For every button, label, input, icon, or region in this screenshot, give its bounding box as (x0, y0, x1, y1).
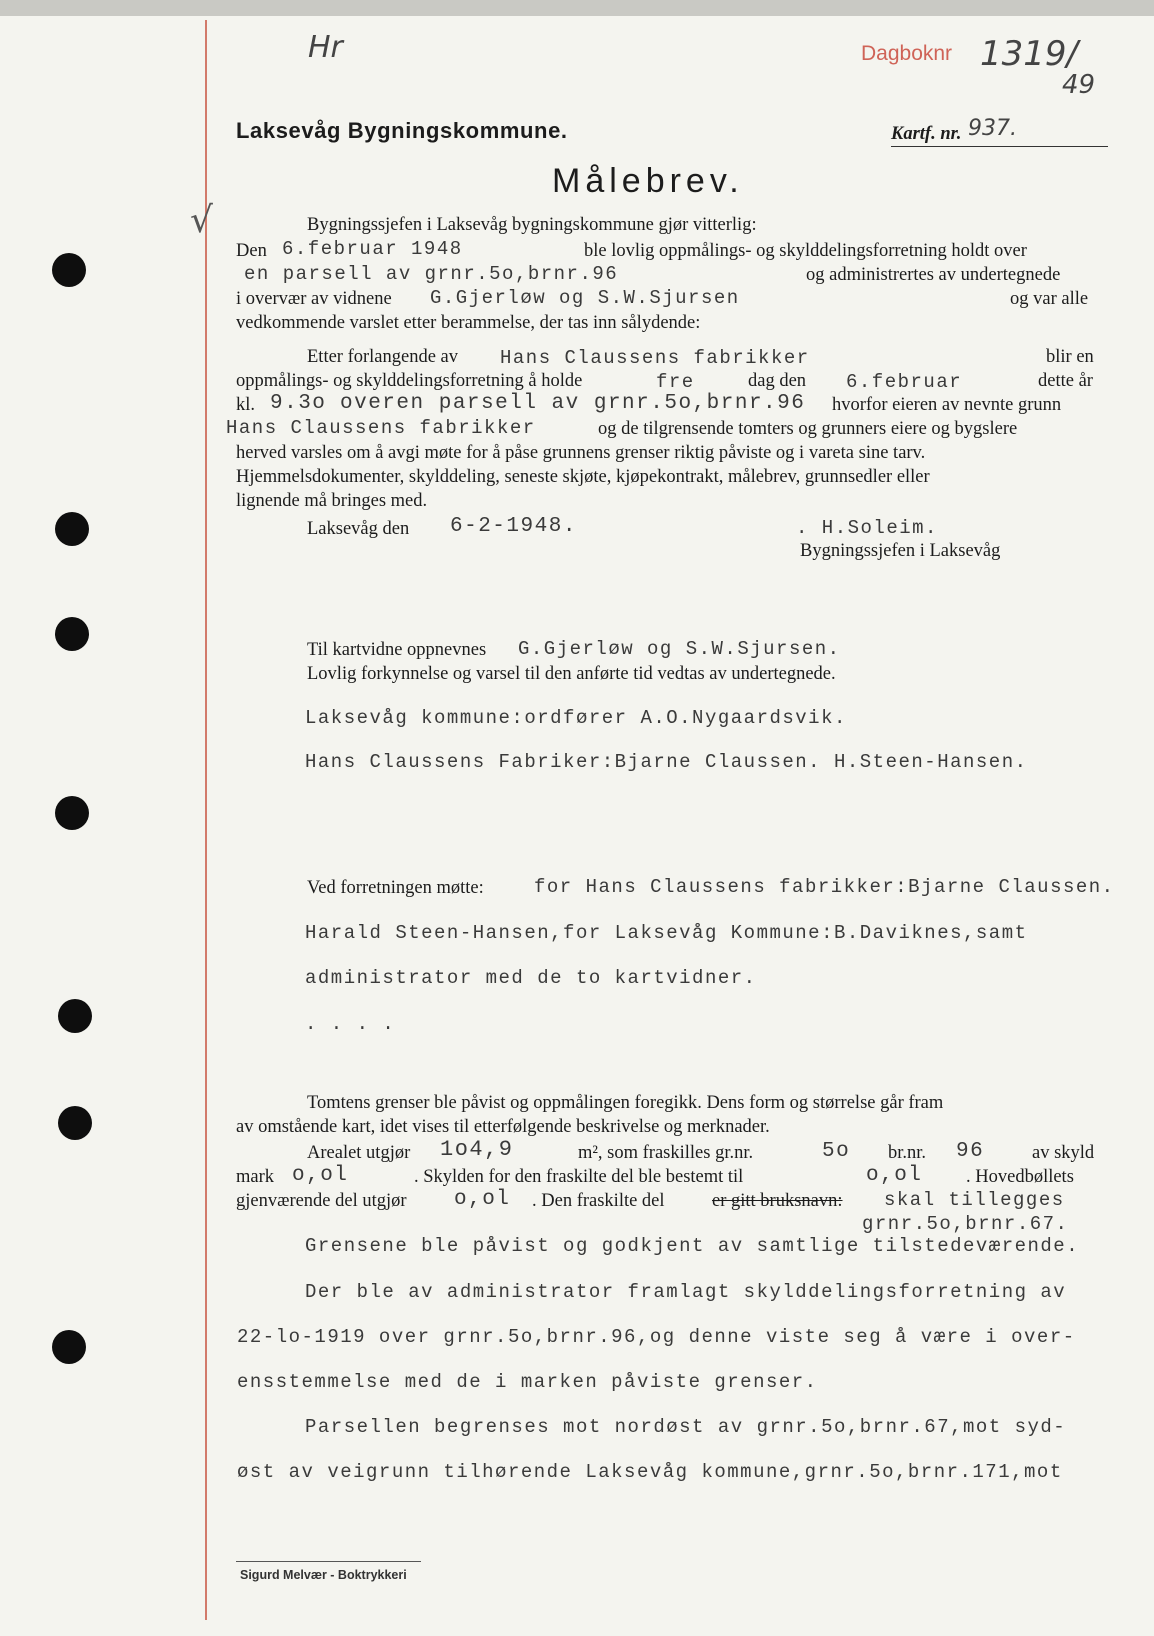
printer-footer: Sigurd Melvær - Boktrykkeri (240, 1568, 407, 1582)
hoved-label: . Hovedbøllets (966, 1167, 1074, 1187)
diary-number: 1319/ (980, 34, 1078, 74)
check-mark: √ (190, 200, 213, 241)
requester: Hans Claussens fabrikker (500, 347, 810, 369)
witness-prefix: i overvær av vidnene (236, 289, 392, 309)
footer-rule (236, 1561, 421, 1562)
request-day: fre (656, 371, 695, 393)
area-label: Arealet utgjør (307, 1143, 411, 1163)
request-owner: Hans Claussens fabrikker (226, 417, 536, 439)
attendance-typed-1: for Hans Claussens fabrikker:Bjarne Claussen. (534, 876, 1115, 898)
result-line-2: av omstående kart, idet vises til etterfølgende beskrivelse og merknader. (236, 1117, 770, 1137)
skyld-value: o,ol (866, 1164, 923, 1187)
result-line-1 (307, 1092, 1107, 1114)
blir-en: blir en (1046, 347, 1094, 367)
request-line-4: og de tilgrensende tomters og grunners eiere og bygslere (598, 419, 1018, 439)
notice-line-1: Bygningssjefen i Laksevåg bygningskommune gjør vitterlig: (307, 215, 757, 235)
gjen-value: o,ol (454, 1188, 511, 1211)
notice-line-5: vedkommende varslet etter berammelse, der tas inn sålydende: (236, 313, 701, 333)
signature-place: Laksevåg den (307, 519, 410, 539)
scan-edge (0, 0, 1154, 16)
request-line-6: Hjemmelsdokumenter, skylddeling, seneste skjøte, kjøpekontrakt, målebrev, grunnsedler eller (236, 467, 930, 487)
result-typed-1: Grensene ble påvist og godkjent av samtlige tilstedeværende. (305, 1235, 1080, 1257)
result-typed-3a: Parsellen begrenses mot nordøst av grnr.5o,brnr.67,mot syd- (305, 1416, 1067, 1438)
appointment-label: Til kartvidne oppnevnes (307, 640, 487, 660)
fraskilte-label: . Den fraskilte del (532, 1191, 665, 1211)
punch-hole (55, 617, 89, 651)
request-date: 6.februar (846, 371, 963, 393)
punch-hole (55, 512, 89, 546)
mark-value: o,ol (292, 1164, 349, 1187)
margin-rule (205, 20, 207, 1620)
notice-parcel: en parsell av grnr.5o,brnr.96 (244, 263, 619, 285)
grnr-value: 5o (822, 1140, 851, 1163)
kartf-label: Kartf. nr. (891, 124, 962, 144)
request-parcel: overen parsell av grnr.5o,brnr.96 (340, 392, 806, 415)
tillegg-value-2: grnr.5o,brnr.67. (862, 1213, 1069, 1235)
notice-line-4: og var alle (1010, 289, 1089, 309)
gjen-label: gjenværende del utgjør (236, 1191, 407, 1211)
punch-hole (52, 253, 86, 287)
area-value: 1o4,9 (440, 1137, 514, 1162)
punch-hole (55, 796, 89, 830)
result-typed-2c: ensstemmelse med de i marken påviste grenser. (237, 1371, 818, 1393)
handwritten-initials: Hr (308, 30, 343, 65)
punch-hole (58, 1106, 92, 1140)
document-title: Målebrev. (552, 162, 744, 200)
attendance-label: Ved forretningen møtte: (307, 878, 484, 898)
request-time: 9.3o (270, 392, 327, 415)
notice-line-3: og administrertes av undertegnede (806, 265, 1061, 285)
result-line-1-text: Tomtens grenser ble påvist og oppmålingen foregikk. Dens form og størrelse går fram (307, 1093, 944, 1113)
punch-hole (52, 1330, 86, 1364)
brnr-label: br.nr. (888, 1143, 927, 1163)
kartf-number: 937. (968, 116, 1017, 141)
appointment-typed-1: Laksevåg kommune:ordfører A.O.Nygaardsvik. (305, 707, 847, 729)
struck-text: er gitt bruksnavn: (712, 1191, 843, 1211)
attendance-typed-2: Harald Steen-Hansen,for Laksevåg Kommune:B.Daviknes,samt (305, 922, 1028, 944)
kartf-underline (891, 146, 1108, 147)
result-typed-2b: 22-lo-1919 over grnr.5o,brnr.96,og denne viste seg å være i over- (237, 1326, 1076, 1348)
skyld-line: . Skylden for den fraskilte del ble bestemt til (414, 1167, 744, 1187)
signature-name: . H.Soleim. (796, 517, 938, 539)
notice-line-2: ble lovlig oppmålings- og skylddelingsforretning holdt over (584, 241, 1027, 261)
signature-date: 6-2-1948. (450, 515, 577, 538)
diary-year: 49 (1062, 70, 1096, 100)
result-typed-2a: Der ble av administrator framlagt skylddelingsforretning av (305, 1281, 1067, 1303)
request-line-3: hvorfor eieren av nevnte grunn (832, 395, 1062, 415)
attendance-dots: . . . . (305, 1013, 396, 1035)
request-line-2c: dette år (1038, 371, 1093, 391)
brnr-value: 96 (956, 1140, 985, 1163)
tillegg-value: skal tillegges (884, 1189, 1065, 1211)
appointment-line-2: Lovlig forkynnelse og varsel til den anførte tid vedtas av undertegnede. (307, 664, 836, 684)
kl-label: kl. (236, 395, 256, 415)
witness-names: G.Gjerløw og S.W.Sjursen (430, 287, 740, 309)
mark-label: mark (236, 1167, 275, 1187)
appointment-typed-2: Hans Claussens Fabriker:Bjarne Claussen. H.Steen-Hansen. (305, 751, 1028, 773)
stamp-label: Dagboknr (861, 42, 953, 65)
result-typed-3b: øst av veigrunn tilhørende Laksevåg kommune,grnr.5o,brnr.171,mot (237, 1461, 1063, 1483)
punch-hole (58, 999, 92, 1033)
request-line-2a: oppmålings- og skylddelingsforretning å holde (236, 371, 583, 391)
request-line-2b: dag den (748, 371, 807, 391)
request-label: Etter forlangende av (307, 347, 459, 367)
area-unit-label: m², som fraskilles gr.nr. (578, 1143, 754, 1163)
notice-date: 6.februar 1948 (282, 238, 463, 260)
request-line-5: herved varsles om å avgi møte for å påse grunnens grenser riktig påviste og i vareta sine tarv. (236, 443, 926, 463)
skyld-label: av skyld (1032, 1143, 1095, 1163)
den-label: Den (236, 241, 267, 261)
attendance-typed-3: administrator med de to kartvidner. (305, 967, 757, 989)
appointment-names: G.Gjerløw og S.W.Sjursen. (518, 638, 841, 660)
signature-role: Bygningssjefen i Laksevåg (800, 541, 1001, 561)
request-line-7: lignende må bringes med. (236, 491, 428, 511)
municipality-heading: Laksevåg Bygningskommune. (236, 118, 568, 143)
diary-number-stamp (861, 42, 952, 66)
